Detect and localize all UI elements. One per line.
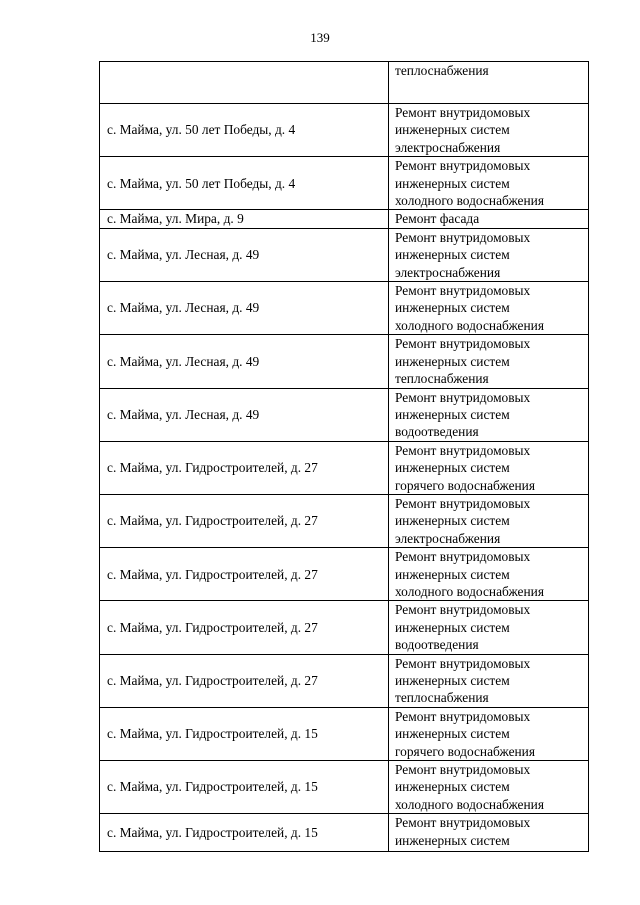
- address-text: с. Майма, ул. Гидростроителей, д. 27: [107, 460, 318, 476]
- work-type-line: инженерных систем: [395, 619, 510, 635]
- work-type-cell: [389, 335, 589, 388]
- address-cell: [100, 494, 389, 547]
- work-type-cell: [389, 707, 589, 760]
- table-row: [100, 388, 589, 441]
- work-type-text: [395, 548, 586, 600]
- table-row: [100, 228, 589, 281]
- address-cell: [100, 441, 389, 494]
- address-cell: [100, 654, 389, 707]
- work-type-line: инженерных систем: [395, 513, 510, 529]
- work-type-text: [395, 210, 586, 227]
- work-type-cell: [389, 494, 589, 547]
- address-cell: [100, 210, 389, 228]
- address-cell: [100, 761, 389, 814]
- table-row: [100, 62, 589, 104]
- work-type-line: теплоснабжения: [395, 371, 489, 387]
- work-type-text: [395, 389, 586, 441]
- table-row: [100, 548, 589, 601]
- table-row: [100, 157, 589, 210]
- work-type-line: Ремонт внутридомовых: [395, 602, 531, 618]
- work-type-cell: [389, 601, 589, 654]
- address-cell: [100, 814, 389, 852]
- work-type-line: инженерных систем: [395, 460, 510, 476]
- work-type-text: [395, 495, 586, 547]
- address-text: с. Майма, ул. Лесная, д. 49: [107, 406, 260, 422]
- table-row: [100, 761, 589, 814]
- address-text: с. Майма, ул. Мира, д. 9: [107, 211, 244, 227]
- work-type-line: инженерных систем: [395, 300, 510, 316]
- address-cell: [100, 282, 389, 335]
- table-row: [100, 707, 589, 760]
- table-body: [100, 62, 589, 852]
- work-type-line: водоотведения: [395, 424, 479, 440]
- table-row: [100, 210, 589, 228]
- work-type-text: [395, 229, 586, 281]
- work-type-text: [395, 282, 586, 334]
- work-type-line: инженерных систем: [395, 406, 510, 422]
- table-row: [100, 654, 589, 707]
- address-cell: [100, 228, 389, 281]
- work-type-line: электроснабжения: [395, 264, 501, 280]
- work-type-line: Ремонт внутридомовых: [395, 655, 531, 671]
- address-cell: [100, 388, 389, 441]
- work-type-cell: [389, 62, 589, 104]
- work-type-line: горячего водоснабжения: [395, 477, 536, 493]
- work-type-line: Ремонт внутридомовых: [395, 495, 531, 511]
- work-type-line: Ремонт фасада: [395, 211, 480, 227]
- work-type-text: [395, 601, 586, 653]
- address-cell: [100, 707, 389, 760]
- work-type-line: инженерных систем: [395, 832, 510, 848]
- table-row: [100, 335, 589, 388]
- work-type-cell: [389, 104, 589, 157]
- work-type-cell: [389, 761, 589, 814]
- table-row: [100, 104, 589, 157]
- work-type-cell: [389, 388, 589, 441]
- work-type-text: [395, 104, 586, 156]
- address-text: с. Майма, ул. Лесная, д. 49: [107, 247, 260, 263]
- work-type-cell: [389, 282, 589, 335]
- work-type-cell: [389, 814, 589, 852]
- address-cell: [100, 601, 389, 654]
- address-text: с. Майма, ул. 50 лет Победы, д. 4: [107, 122, 296, 138]
- work-type-line: Ремонт внутридомовых: [395, 105, 531, 120]
- work-type-text: [395, 62, 586, 79]
- work-type-line: Ремонт внутридомовых: [395, 442, 531, 458]
- work-type-text: [395, 761, 586, 813]
- work-type-line: инженерных систем: [395, 175, 510, 191]
- work-type-line: Ремонт внутридомовых: [395, 389, 531, 405]
- work-type-line: холодного водоснабжения: [395, 583, 544, 599]
- work-type-line: Ремонт внутридомовых: [395, 158, 531, 174]
- work-type-line: холодного водоснабжения: [395, 796, 544, 812]
- work-type-cell: [389, 228, 589, 281]
- work-type-text: [395, 708, 586, 760]
- work-type-line: инженерных систем: [395, 779, 510, 795]
- work-type-cell: [389, 548, 589, 601]
- work-type-line: инженерных систем: [395, 353, 510, 369]
- work-type-text: [395, 442, 586, 494]
- table-row: [100, 494, 589, 547]
- work-type-line: Ремонт внутридомовых: [395, 762, 531, 778]
- table-row: [100, 601, 589, 654]
- work-type-line: холодного водоснабжения: [395, 193, 544, 209]
- page-number: 139: [310, 30, 330, 45]
- work-type-line: электроснабжения: [395, 530, 501, 546]
- work-type-line: горячего водоснабжения: [395, 743, 536, 759]
- work-type-line: Ремонт внутридомовых: [395, 549, 531, 565]
- work-type-cell: [389, 210, 589, 228]
- address-cell: [100, 104, 389, 157]
- work-type-cell: [389, 654, 589, 707]
- address-text: с. Майма, ул. Гидростроителей, д. 15: [107, 726, 318, 742]
- work-type-line: Ремонт внутридомовых: [395, 283, 531, 299]
- work-type-line: инженерных систем: [395, 566, 510, 582]
- work-type-line: Ремонт внутридомовых: [395, 815, 531, 831]
- address-text: с. Майма, ул. 50 лет Победы, д. 4: [107, 175, 296, 191]
- address-cell: [100, 335, 389, 388]
- work-type-text: [395, 814, 586, 849]
- table-row: [100, 282, 589, 335]
- address-text: с. Майма, ул. Гидростроителей, д. 27: [107, 513, 318, 529]
- work-type-line: инженерных систем: [395, 673, 510, 688]
- table-row: [100, 814, 589, 852]
- work-type-line: водоотведения: [395, 637, 479, 653]
- address-cell: [100, 548, 389, 601]
- address-text: с. Майма, ул. Лесная, д. 49: [107, 353, 260, 369]
- work-type-line: инженерных систем: [395, 122, 510, 138]
- address-cell: [100, 62, 389, 104]
- work-type-text: [395, 655, 586, 707]
- work-type-text: [395, 335, 586, 387]
- work-type-line: Ремонт внутридомовых: [395, 336, 531, 352]
- table-row: [100, 441, 589, 494]
- work-type-line: Ремонт внутридомовых: [395, 708, 531, 724]
- address-text: с. Майма, ул. Гидростроителей, д. 27: [107, 619, 318, 635]
- work-type-text: [395, 157, 586, 209]
- work-type-line: теплоснабжения: [395, 690, 489, 706]
- repair-works-table: [99, 61, 589, 852]
- work-type-line: Ремонт внутридомовых: [395, 229, 531, 245]
- address-text: с. Майма, ул. Гидростроителей, д. 27: [107, 673, 318, 688]
- work-type-line: инженерных систем: [395, 247, 510, 263]
- work-type-line: электроснабжения: [395, 139, 501, 155]
- address-text: с. Майма, ул. Гидростроителей, д. 15: [107, 825, 318, 841]
- address-cell: [100, 157, 389, 210]
- work-type-line: холодного водоснабжения: [395, 317, 544, 333]
- work-type-line: инженерных систем: [395, 726, 510, 742]
- address-text: с. Майма, ул. Гидростроителей, д. 15: [107, 779, 318, 795]
- address-text: с. Майма, ул. Гидростроителей, д. 27: [107, 566, 318, 582]
- work-type-line: теплоснабжения: [395, 63, 489, 78]
- address-text: с. Майма, ул. Лесная, д. 49: [107, 300, 260, 316]
- work-type-cell: [389, 441, 589, 494]
- work-type-cell: [389, 157, 589, 210]
